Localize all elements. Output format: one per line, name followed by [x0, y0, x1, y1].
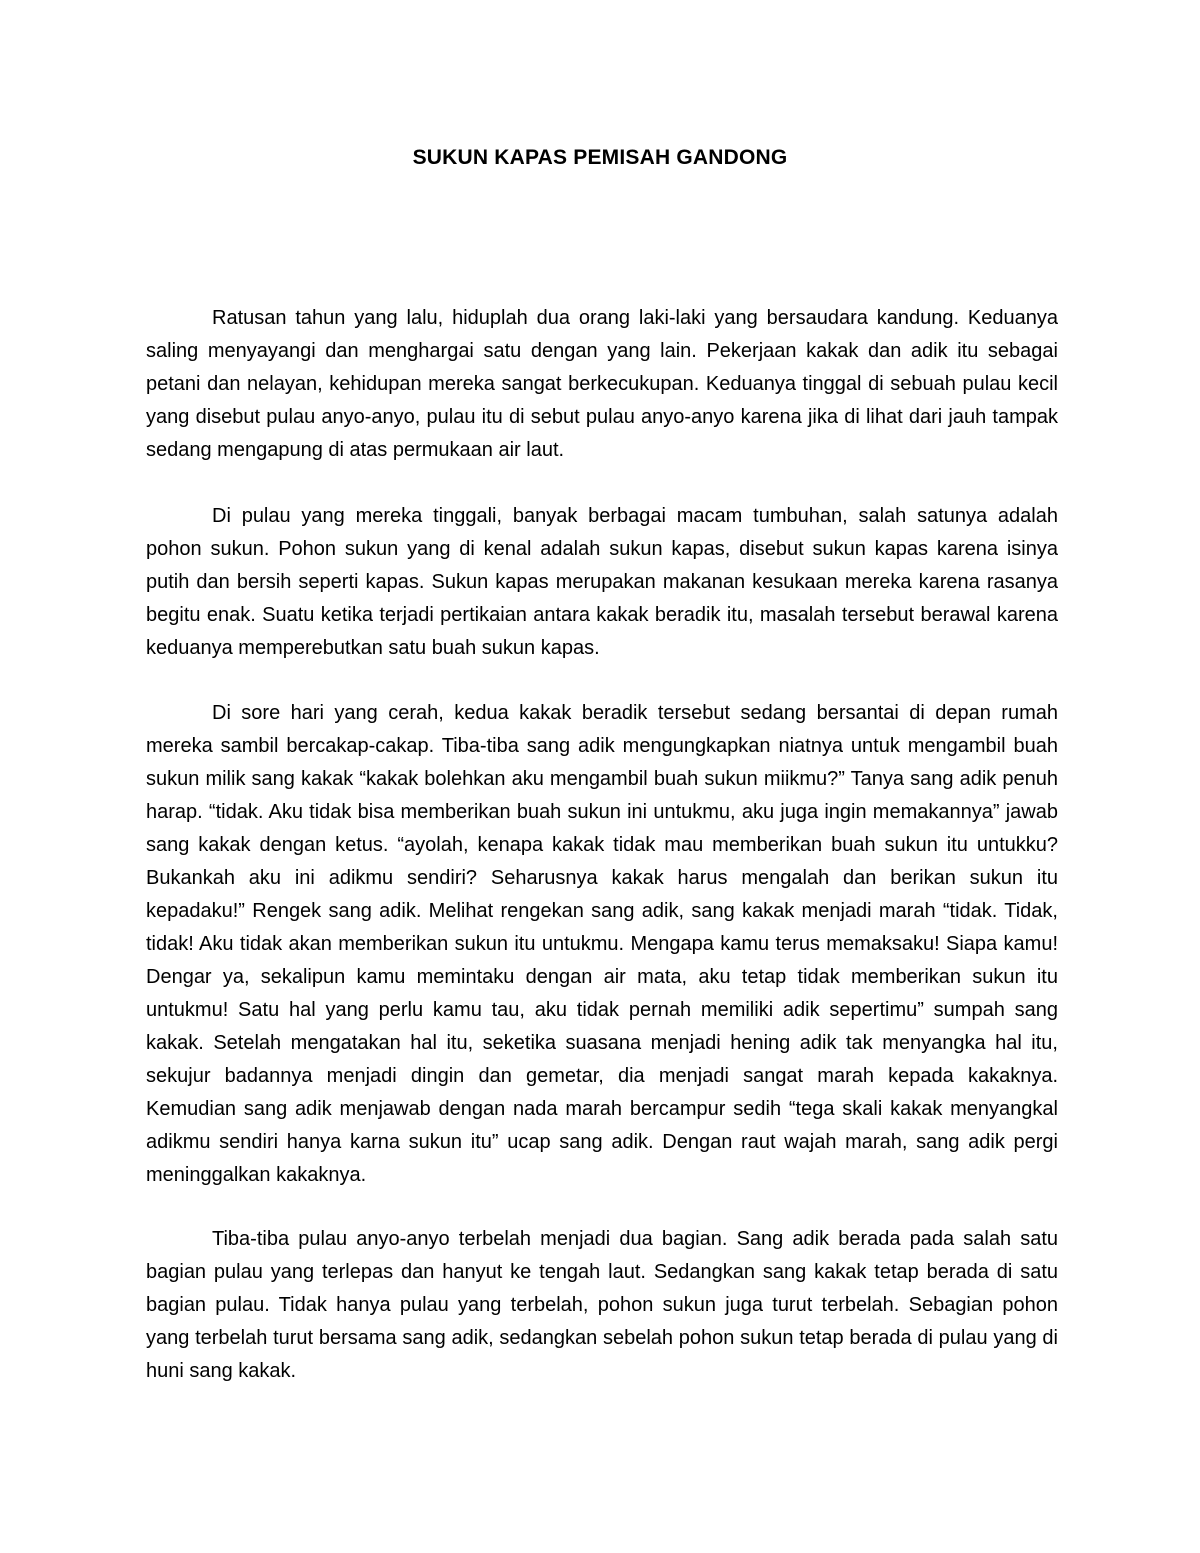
paragraph-1: Ratusan tahun yang lalu, hiduplah dua orang laki-laki yang bersaudara kandung. Keduanya saling menyayangi dan menghargai satu dengan yang lain. Pekerjaan kakak dan adik itu sebagai petani dan nelayan, kehidupan mereka sangat berkecukupan. Keduanya tinggal di sebuah pulau kecil yang disebut pulau anyo-anyo, pulau itu di sebut pulau anyo-anyo karena jika di lihat dari jauh tampak sedang mengapung di atas permukaan air laut.: [146, 307, 1058, 461]
paragraph-2: Di pulau yang mereka tinggali, banyak berbagai macam tumbuhan, salah satunya adalah pohon sukun. Pohon sukun yang di kenal adalah sukun kapas, disebut sukun kapas karena isinya putih dan bersih seperti kapas. Sukun kapas merupakan makanan kesukaan mereka karena rasanya begitu enak. Suatu ketika terjadi pertikaian antara kakak beradik itu, masalah tersebut berawal karena keduanya memperebutkan satu buah sukun kapas.: [146, 505, 1058, 659]
document-title: SUKUN KAPAS PEMISAH GANDONG: [412, 146, 788, 169]
paragraph-3: Di sore hari yang cerah, kedua kakak beradik tersebut sedang bersantai di depan rumah mereka sambil bercakap-cakap. Tiba-tiba sang adik mengungkapkan niatnya untuk mengambil buah sukun milik sang kakak “kakak bolehkan aku mengambil buah sukun miikmu?” Tanya sang adik penuh harap. “tidak. Aku tidak bisa memberikan buah sukun ini untukmu, aku juga ingin memakannya” jawab sang kakak dengan ketus. “ayolah, kenapa kakak tidak mau memberikan buah sukun itu untukku? Bukankah aku ini adikmu sendiri? Seharusnya kakak harus mengalah dan berikan sukun itu kepadaku!” Rengek sang adik. Melihat rengekan sang adik, sang kakak menjadi marah “tidak. Tidak, tidak! Aku tidak akan memberikan sukun itu untukmu. Mengapa kamu terus memaksaku! Siapa kamu! Dengar ya, sekalipun kamu memintaku dengan air mata, aku tetap tidak memberikan sukun itu untukmu! Satu hal yang perlu kamu tau, aku tidak pernah memiliki adik sepertimu” sumpah sang kakak. Setelah mengatakan hal itu, seketika suasana menjadi hening adik tak menyangka hal itu, sekujur badannya menjadi dingin dan gemetar, dia menjadi sangat marah kepada kakaknya. Kemudian sang adik menjawab dengan nada marah bercampur sedih “tega skali kakak menyangkal adikmu sendiri hanya karna sukun itu” ucap sang adik. Dengan raut wajah marah, sang adik pergi meninggalkan kakaknya.: [146, 702, 1058, 1186]
paragraph-4: Tiba-tiba pulau anyo-anyo terbelah menjadi dua bagian. Sang adik berada pada salah satu bagian pulau yang terlepas dan hanyut ke tengah laut. Sedangkan sang kakak tetap berada di satu bagian pulau. Tidak hanya pulau yang terbelah, pohon sukun juga turut terbelah. Sebagian pohon yang terbelah turut bersama sang adik, sedangkan sebelah pohon sukun tetap berada di pulau yang di huni sang kakak.: [146, 1228, 1058, 1382]
